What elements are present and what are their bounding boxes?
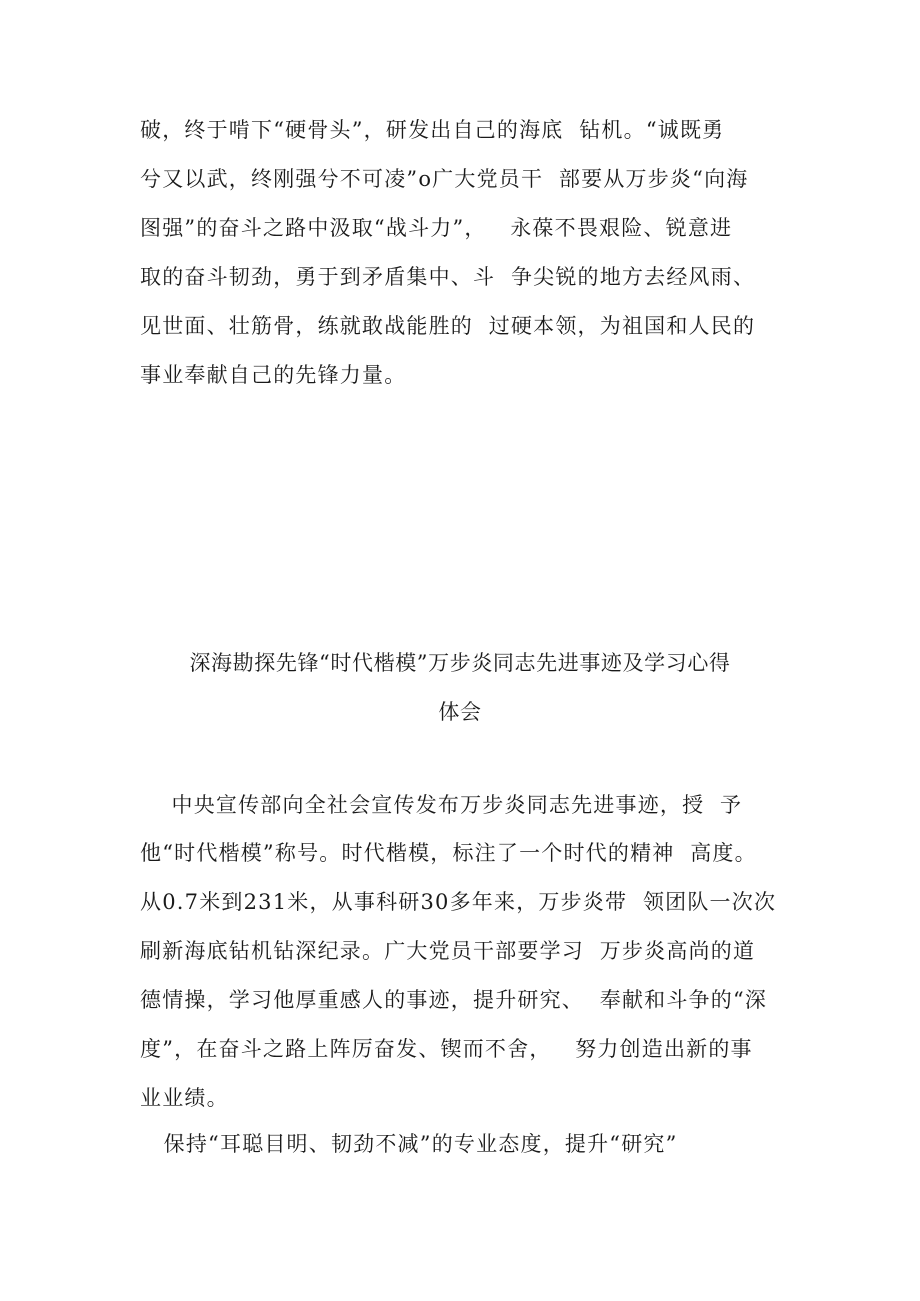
text-line: 度”，在奋斗之路上阵厉奋发、锲而不舍， 努力创造出新的事	[140, 1037, 753, 1061]
text-line: 见世面、壮筋骨，练就敢战能胜的 过硬本领，为祖国和人民的	[140, 314, 756, 338]
title-line: 体会	[438, 700, 482, 724]
text-line: 取的奋斗韧劲，勇于到矛盾集中、斗 争尖锐的地方去经风雨、	[140, 265, 756, 289]
title-line: 深海勘探先锋“时代楷模”万步炎同志先进事迹及学习心得	[189, 651, 731, 675]
text-line: 图强”的奋斗之路中汲取“战斗力”， 永葆不畏艰险、锐意进	[140, 216, 733, 240]
text-line: 保持“耳聪目明、韧劲不减”的专业态度，提升“研究”	[140, 1132, 678, 1156]
text-line: 从0.7米到231米，从事科研30多年来，万步炎带 领团队一次次	[140, 890, 777, 914]
text-line: 中央宣传部向全社会宣传发布万步炎同志先进事迹，授 予	[140, 793, 743, 817]
text-line: 业业绩。	[140, 1086, 229, 1110]
text-line: 刷新海底钻机钻深纪录。广大党员干部要学习 万步炎高尚的道	[140, 939, 756, 963]
text-line: 德情操，学习他厚重感人的事迹，提升研究、 奉献和斗争的“深	[140, 988, 768, 1012]
text-line: 破，终于啃下“硬骨头”，研发出自己的海底 钻机。“诚既勇	[140, 118, 725, 142]
text-line: 他“时代楷模”称号。时代楷模，标注了一个时代的精神 高度。	[140, 841, 757, 865]
text-line: 兮又以武，终刚强兮不可凌”o广大党员干 部要从万步炎“向海	[140, 167, 749, 191]
text-line: 事业奉献自己的先锋力量。	[140, 363, 407, 387]
